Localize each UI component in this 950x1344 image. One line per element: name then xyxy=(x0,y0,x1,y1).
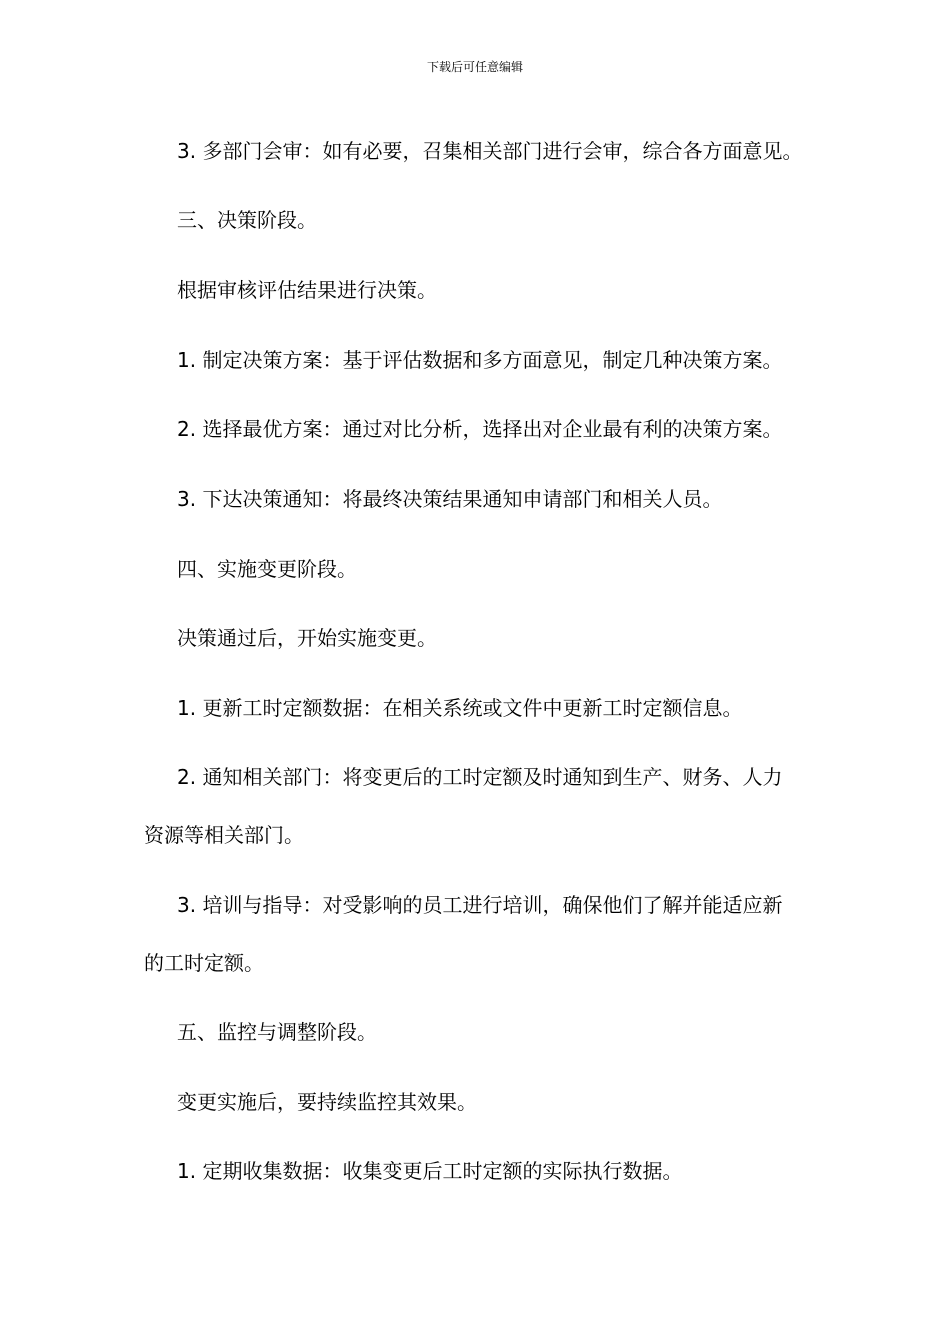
paragraph-line: 五、监控与调整阶段。 xyxy=(177,1020,377,1044)
paragraph xyxy=(144,679,808,737)
paragraph xyxy=(144,748,808,864)
paragraph-line: 变更实施后，要持续监控其效果。 xyxy=(177,1090,477,1114)
section-heading xyxy=(144,191,808,249)
paragraph-line: 3. 多部门会审：如有必要，召集相关部门进行会审，综合各方面意见。 xyxy=(177,139,803,163)
paragraph-line: 的工时定额。 xyxy=(144,951,264,975)
paragraph xyxy=(144,331,808,389)
paragraph-line: 三、决策阶段。 xyxy=(177,208,317,232)
section-heading xyxy=(144,1003,808,1061)
paragraph-line: 3. 下达决策通知：将最终决策结果通知申请部门和相关人员。 xyxy=(177,487,723,511)
paragraph xyxy=(144,1073,808,1131)
paragraph xyxy=(144,470,808,528)
paragraph xyxy=(144,876,808,992)
paragraph-line: 3. 培训与指导：对受影响的员工进行培训，确保他们了解并能适应新 xyxy=(177,893,783,917)
paragraph-line: 资源等相关部门。 xyxy=(144,823,304,847)
paragraph-line: 1. 更新工时定额数据：在相关系统或文件中更新工时定额信息。 xyxy=(177,696,743,720)
paragraph xyxy=(144,122,808,180)
section-heading xyxy=(144,540,808,598)
paragraph-line: 根据审核评估结果进行决策。 xyxy=(177,278,437,302)
paragraph xyxy=(144,400,808,458)
page-header: 下载后可任意编辑 xyxy=(426,60,523,74)
paragraph-line: 1. 定期收集数据：收集变更后工时定额的实际执行数据。 xyxy=(177,1159,683,1183)
paragraph-line: 2. 通知相关部门：将变更后的工时定额及时通知到生产、财务、人力 xyxy=(177,765,783,789)
paragraph xyxy=(144,261,808,319)
paragraph xyxy=(144,609,808,667)
paragraph xyxy=(144,1142,808,1200)
paragraph-line: 1. 制定决策方案：基于评估数据和多方面意见，制定几种决策方案。 xyxy=(177,348,783,372)
paragraph-line: 决策通过后，开始实施变更。 xyxy=(177,626,437,650)
paragraph-line: 四、实施变更阶段。 xyxy=(177,557,357,581)
paragraph-line: 2. 选择最优方案：通过对比分析，选择出对企业最有利的决策方案。 xyxy=(177,417,783,441)
